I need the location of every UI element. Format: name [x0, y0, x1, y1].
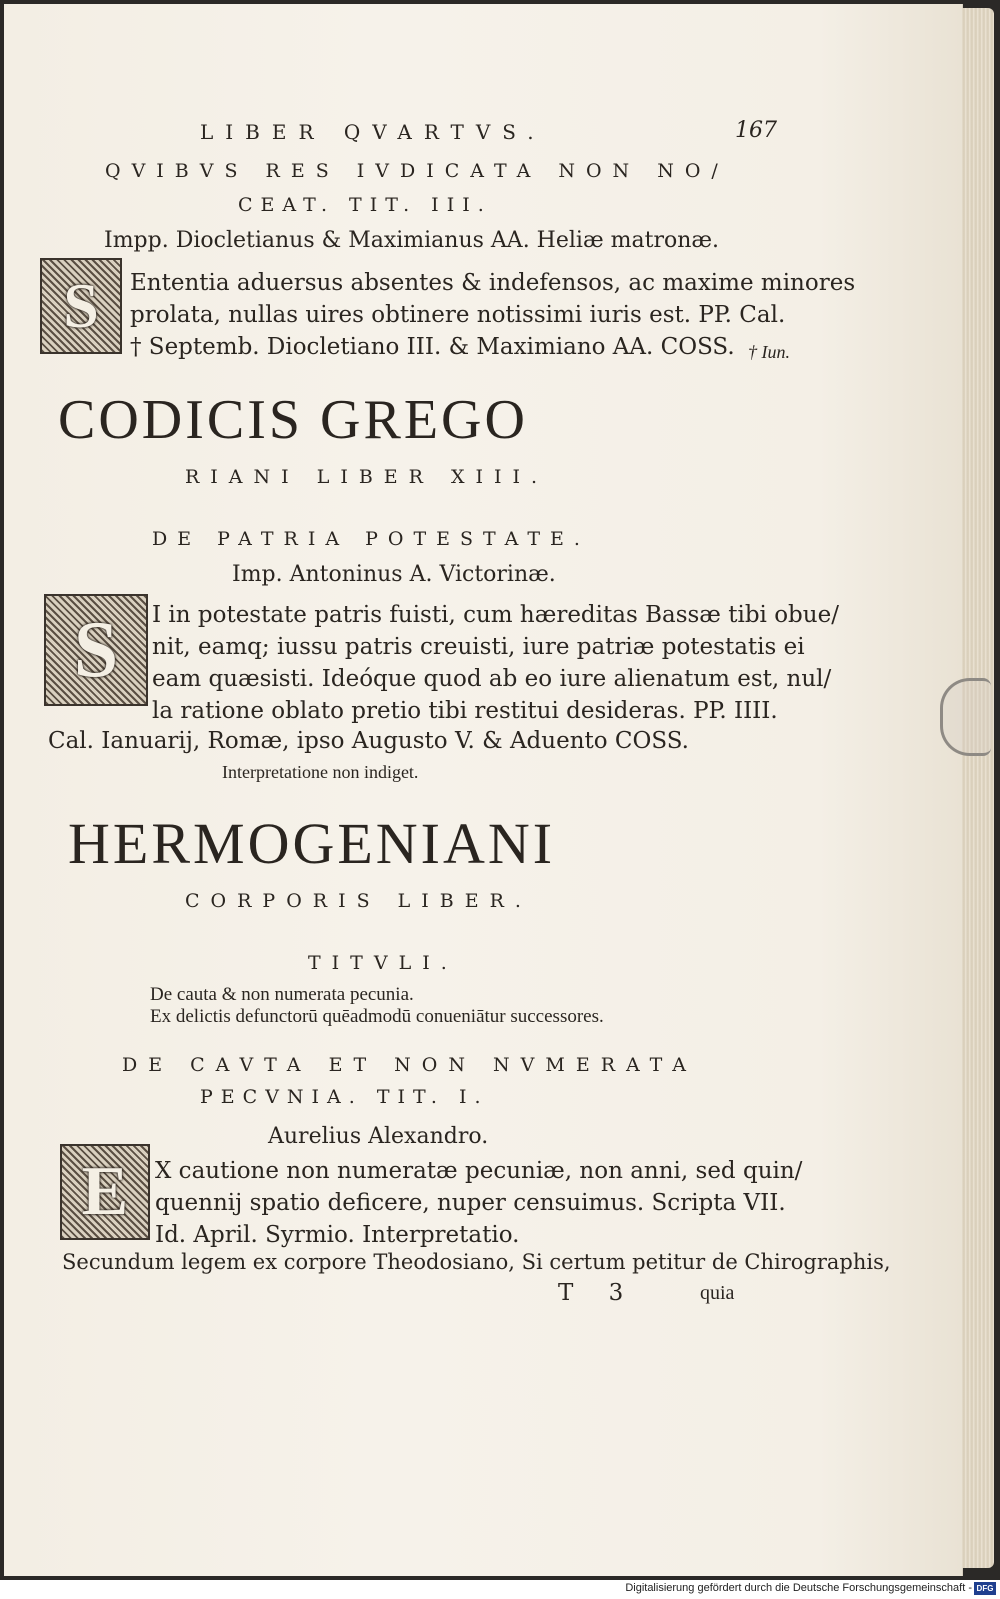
section1-line-2: prolata, nullas uires obtinere notissimi iuris est. PP. Cal.	[130, 302, 786, 328]
toc-item-1: De cauta & non numerata pecunia.	[150, 984, 414, 1005]
section2-heading: CODICIS GREGO	[58, 389, 528, 451]
initial-letter: S	[73, 605, 119, 694]
section2-initial-s	[44, 594, 148, 706]
section1-initial-s	[40, 258, 122, 354]
section2-title: DE PATRIA POTESTATE.	[152, 528, 590, 550]
toc-title: TITVLI.	[308, 952, 458, 974]
section3-line-1: X cautione non numeratæ pecuniæ, non anni, sed quin/	[155, 1158, 803, 1184]
section3-line-2: quennij spatio deficere, nuper censuimus. Scripta VII.	[155, 1190, 786, 1216]
section3-title-line2: PECVNIA. TIT. I.	[200, 1086, 489, 1108]
section1-title-line2: CEAT. TIT. III.	[238, 194, 492, 216]
signature-mark: T 3	[558, 1280, 638, 1306]
running-title: LIBER QVARTVS.	[200, 120, 546, 144]
initial-letter: S	[63, 270, 99, 341]
section2-line-4: la ratione oblato pretio tibi restitui desideras. PP. IIII.	[152, 698, 778, 724]
section2-subheading: RIANI LIBER XIII.	[185, 466, 549, 488]
section1-line-1: Ententia aduersus absentes & indefensos, ac maxime minores	[130, 270, 856, 296]
section2-line-2: nit, eamq; iussu patris creuisti, iure patriæ potestatis ei	[152, 634, 805, 660]
section2-note: Interpretatione non indiget.	[222, 762, 419, 782]
section2-line-5: Cal. Ianuarij, Romæ, ipso Augusto V. & Aduento COSS.	[48, 728, 689, 754]
section3-line-3: Id. April. Syrmio. Interpretatio.	[155, 1222, 520, 1248]
initial-letter: E	[81, 1153, 129, 1230]
section3-rubric: Aurelius Alexandro.	[268, 1124, 489, 1149]
margin-note: † Iun.	[748, 342, 790, 362]
footer-bar	[0, 1580, 1000, 1599]
section1-title-line1: QVIBVS RES IVDICATA NON NO/	[105, 160, 729, 182]
section2-line-3: eam quæsisti. Ideóque quod ab eo iure alienatum est, nul/	[152, 666, 832, 692]
catchword: quia	[700, 1282, 735, 1304]
section1-rubric: Impp. Diocletianus & Maximianus AA. Heliæ matronæ.	[104, 228, 720, 253]
section1-line-3: † Septemb. Diocletiano III. & Maximiano AA. COSS.	[130, 334, 735, 360]
section3-continuation: Secundum legem ex corpore Theodosiano, Si certum petitur de Chirographis,	[62, 1250, 891, 1274]
page-clip	[940, 678, 991, 756]
section2-rubric: Imp. Antoninus A. Victorinæ.	[232, 562, 556, 587]
page-edges	[962, 8, 994, 1568]
section3-initial-e	[60, 1144, 150, 1240]
dfg-logo: DFG	[974, 1582, 996, 1595]
section3-subheading: CORPORIS LIBER.	[185, 890, 532, 912]
toc-item-2: Ex delictis defunctorū quēadmodū conueniātur successores.	[150, 1006, 604, 1027]
section3-title-line1: DE CAVTA ET NON NVMERATA	[122, 1054, 698, 1076]
section2-line-1: I in potestate patris fuisti, cum hæreditas Bassæ tibi obue/	[152, 602, 839, 628]
section3-heading: HERMOGENIANI	[68, 811, 556, 876]
footer-credit: Digitalisierung gefördert durch die Deutsche Forschungsgemeinschaft -	[625, 1582, 972, 1594]
page-number: 167	[735, 118, 777, 143]
